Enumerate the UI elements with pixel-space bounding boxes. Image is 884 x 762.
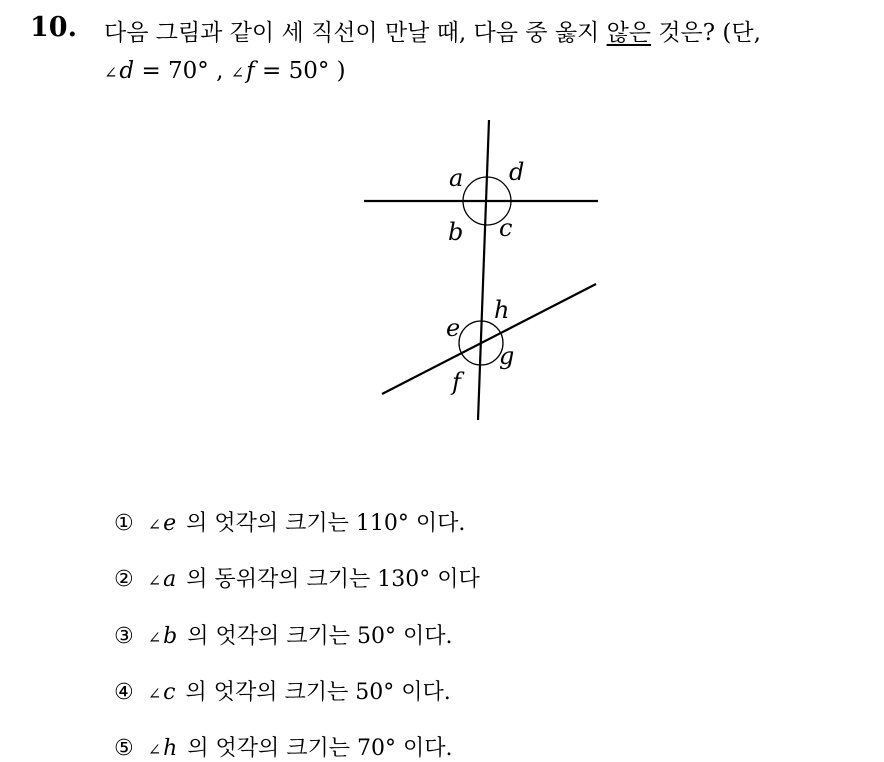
condition-f-name: f	[246, 58, 255, 84]
angle-symbol-icon: ∠	[147, 571, 162, 590]
option-angle: h	[163, 736, 178, 761]
option-text: 의 엇각의 크기는 110° 이다.	[186, 511, 466, 536]
option-marker: ②	[114, 567, 134, 592]
option-text: 의 엇각의 크기는 50° 이다.	[185, 680, 451, 705]
label-a: a	[449, 164, 464, 192]
option-marker: ④	[114, 680, 134, 705]
option-text: 의 엇각의 크기는 50° 이다.	[187, 624, 453, 649]
option-4[interactable]	[114, 675, 451, 706]
angle-symbol-icon: ∠	[147, 628, 162, 647]
label-e: e	[446, 314, 461, 342]
option-1[interactable]	[114, 506, 465, 537]
angle-symbol-icon: ∠	[147, 684, 162, 703]
label-h: h	[494, 296, 510, 324]
stem-underlined-word: 않은	[606, 20, 652, 46]
condition-d-value: = 70°	[141, 58, 209, 84]
condition-d-name: d	[119, 58, 135, 84]
condition-f-value: = 50° )	[261, 58, 346, 84]
stem-text-2: 것은? (단,	[651, 20, 761, 46]
option-marker: ⑤	[114, 736, 134, 761]
transversal-line	[478, 120, 489, 420]
label-b: b	[448, 218, 464, 246]
slanted-line	[382, 284, 596, 394]
option-5[interactable]	[114, 731, 453, 762]
angle-symbol-icon: ∠	[104, 63, 118, 82]
angle-symbol-icon: ∠	[230, 63, 245, 82]
option-text: 의 엇각의 크기는 70° 이다.	[187, 736, 453, 761]
label-g: g	[499, 342, 515, 370]
option-angle: e	[163, 511, 177, 536]
option-marker: ①	[114, 511, 134, 536]
option-2[interactable]	[114, 562, 480, 593]
label-f: f	[452, 368, 461, 396]
option-3[interactable]	[114, 619, 452, 650]
question-number: 10.	[30, 12, 77, 43]
label-c: c	[499, 214, 513, 242]
option-marker: ③	[114, 624, 134, 649]
angle-symbol-icon: ∠	[147, 740, 162, 759]
option-text: 의 동위각의 크기는 130° 이다	[186, 567, 480, 592]
option-angle: a	[163, 567, 177, 592]
stem-text-1: 다음 그림과 같이 세 직선이 만날 때, 다음 중 옳지	[104, 20, 607, 46]
option-angle: b	[163, 624, 178, 649]
angle-symbol-icon: ∠	[147, 515, 162, 534]
label-d: d	[509, 158, 525, 186]
condition-separator: ,	[208, 58, 231, 84]
option-angle: c	[163, 680, 176, 705]
